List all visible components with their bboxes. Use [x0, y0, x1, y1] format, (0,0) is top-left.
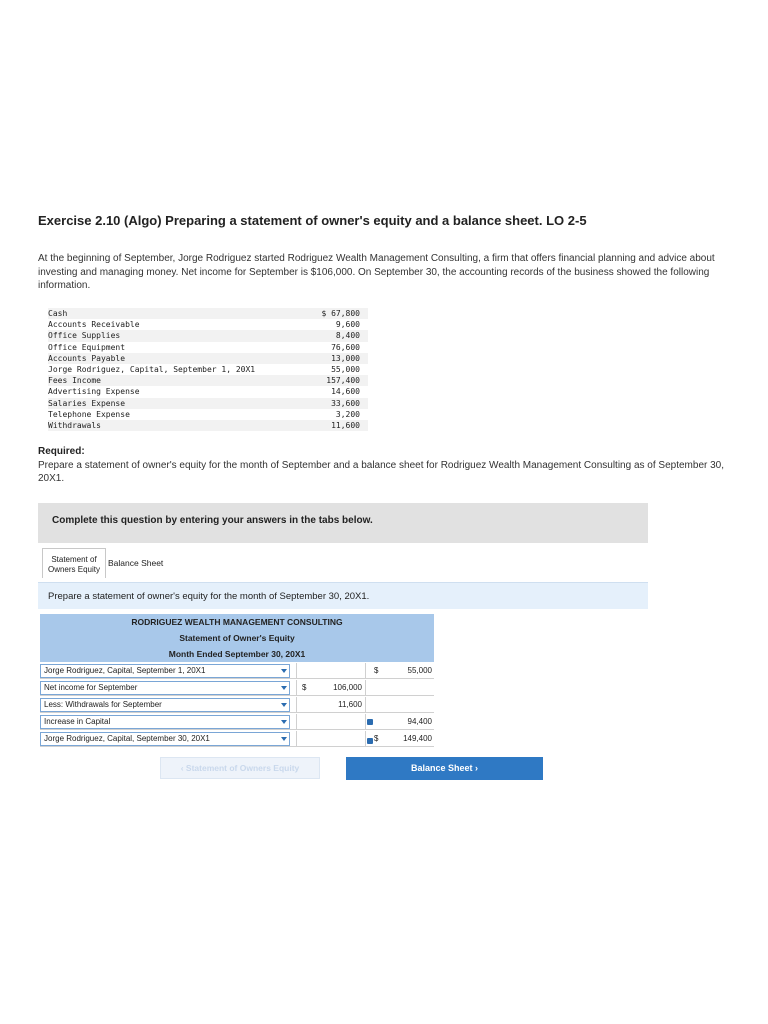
- account-amount: 13,000: [309, 353, 368, 364]
- account-name: Office Supplies: [48, 330, 309, 341]
- row-amount-2[interactable]: 94,400: [407, 717, 432, 726]
- row-currency-1: $: [302, 683, 307, 692]
- account-amount: 3,200: [335, 409, 360, 419]
- column-divider: [296, 731, 297, 747]
- account-amount: 9,600: [335, 320, 360, 330]
- account-row: [48, 319, 368, 330]
- chevron-down-icon: [281, 686, 287, 690]
- chevron-down-icon: [281, 737, 287, 741]
- account-name: Cash: [48, 308, 309, 319]
- row-label-dropdown[interactable]: [40, 681, 290, 695]
- instruction-text: Prepare a statement of owner's equity for the month of September 30, 20X1.: [48, 591, 370, 602]
- row-label-dropdown[interactable]: [40, 698, 290, 712]
- exercise-title: Exercise 2.10 (Algo) Preparing a statement of owner's equity and a balance sheet. LO 2-5: [38, 213, 587, 228]
- account-row: [48, 375, 368, 386]
- info-flag-icon: [367, 738, 373, 744]
- account-row: [48, 420, 368, 431]
- column-divider: [296, 697, 297, 713]
- tab-statement-of-owners-equity[interactable]: [42, 548, 106, 578]
- account-amount: 33,600: [309, 398, 368, 409]
- column-divider: [365, 714, 366, 730]
- row-label: Less: Withdrawals for September: [44, 700, 162, 709]
- instructions-banner: [38, 503, 648, 543]
- chevron-down-icon: [281, 669, 287, 673]
- row-amount-1[interactable]: 106,000: [333, 683, 362, 692]
- statement-row: [40, 731, 434, 747]
- column-divider: [296, 663, 297, 679]
- account-amount: 76,600: [331, 342, 360, 352]
- statement-company-header: RODRIGUEZ WEALTH MANAGEMENT CONSULTING: [40, 614, 434, 630]
- statement-row: [40, 663, 434, 679]
- tab-label: [43, 549, 105, 575]
- statement-row: [40, 680, 434, 696]
- account-name: Telephone Expense: [48, 409, 130, 419]
- account-amount: 157,400: [309, 375, 368, 386]
- instruction-band: [38, 582, 648, 609]
- account-name: Withdrawals: [48, 420, 309, 431]
- row-currency-2: $: [374, 666, 379, 675]
- required-text: Prepare a statement of owner's equity for the month of September and a balance sheet for Rodriguez Wealth Management Consulting as of September 30, 20X1.: [38, 460, 725, 484]
- tab-label-line1: Statement of: [51, 555, 97, 564]
- account-name: Accounts Payable: [48, 353, 309, 364]
- account-name: Advertising Expense: [48, 387, 140, 397]
- account-row: [48, 398, 368, 409]
- chevron-down-icon: [281, 720, 287, 724]
- row-amount-1[interactable]: 11,600: [338, 700, 362, 709]
- prev-tab-button[interactable]: ‹ Statement of Owners Equity: [160, 757, 320, 779]
- account-name: Salaries Expense: [48, 398, 309, 409]
- row-currency-2: $: [374, 734, 379, 743]
- accounts-table: [48, 308, 368, 431]
- account-amount: $ 67,800: [309, 308, 368, 319]
- next-tab-button[interactable]: Balance Sheet ›: [346, 757, 543, 780]
- column-divider: [365, 731, 366, 747]
- account-name: Accounts Receivable: [48, 320, 140, 330]
- info-flag-icon: [367, 719, 373, 725]
- account-row: [48, 364, 368, 375]
- row-label: Jorge Rodriguez, Capital, September 1, 20X1: [44, 666, 206, 675]
- row-label: Increase in Capital: [44, 717, 111, 726]
- account-amount: 8,400: [309, 330, 368, 341]
- row-label-dropdown[interactable]: [40, 715, 290, 729]
- row-amount-2[interactable]: 55,000: [407, 666, 432, 675]
- account-row: [48, 409, 368, 420]
- row-label: Jorge Rodriguez, Capital, September 30, 20X1: [44, 734, 210, 743]
- row-label-dropdown[interactable]: [40, 732, 290, 746]
- column-divider: [296, 680, 297, 696]
- account-row: [48, 353, 368, 364]
- exercise-intro: At the beginning of September, Jorge Rodriguez started Rodriguez Wealth Management Consulting, a firm that offers financial planning and advice about investing and managing money. Net income for September is $106,000. On September 30, the accounting records of the business showed the following information.: [38, 253, 715, 291]
- account-row: [48, 330, 368, 341]
- statement-row: [40, 714, 434, 730]
- account-amount: 11,600: [309, 420, 368, 431]
- account-amount: 14,600: [331, 387, 360, 397]
- account-name: Jorge Rodriguez, Capital, September 1, 20X1: [48, 365, 256, 375]
- column-divider: [365, 663, 366, 679]
- statement-row: [40, 697, 434, 713]
- required-label: Required:: [38, 446, 85, 457]
- account-name: Office Equipment: [48, 342, 126, 352]
- account-row: [48, 342, 368, 353]
- account-row: [48, 308, 368, 319]
- row-label-dropdown[interactable]: [40, 664, 290, 678]
- account-row: [48, 386, 368, 397]
- row-amount-2[interactable]: 149,400: [403, 734, 432, 743]
- tab-label-line2: Owners Equity: [47, 565, 101, 574]
- column-divider: [296, 714, 297, 730]
- statement-name-header: Statement of Owner's Equity: [40, 630, 434, 646]
- statement-period-header: Month Ended September 30, 20X1: [40, 646, 434, 662]
- account-name: Fees Income: [48, 375, 309, 386]
- column-divider: [365, 697, 366, 713]
- chevron-down-icon: [281, 703, 287, 707]
- account-amount: 55,000: [331, 365, 360, 375]
- complete-prompt: Complete this question by entering your answers in the tabs below.: [52, 515, 373, 526]
- tab-balance-sheet[interactable]: Balance Sheet: [108, 558, 164, 568]
- row-label: Net income for September: [44, 683, 138, 692]
- column-divider: [365, 680, 366, 696]
